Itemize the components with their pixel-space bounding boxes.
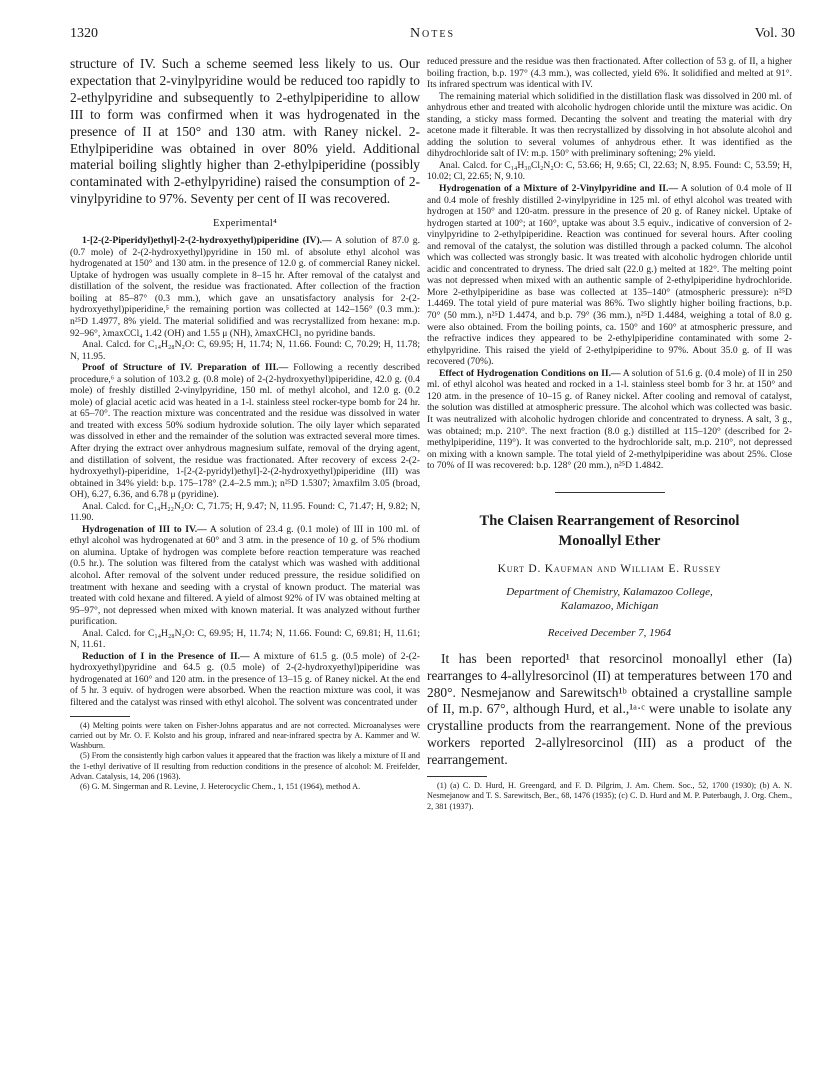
footnote-5: (5) From the consistently high carbon values it appeared that the fraction was likely a mixture of II and the 1-ethyl derivative of II resulting from reduction conditions in the presence of alcohol: M. Freifelder, Advan. Catalysis, 14, 206 (1963).: [70, 751, 420, 782]
right-column: [427, 56, 792, 812]
received-date: Received December 7, 1964: [547, 626, 672, 639]
analysis-iv: Anal. Calcd. for C₁₄H₂₈N₂O: C, 69.95; H, 11.74; N, 11.66. Found: C, 70.29; H, 11.78; N, 11.95.: [70, 339, 420, 362]
left-column: [70, 56, 420, 793]
analysis-iii: Anal. Calcd. for C₁₄H₂₂N₂O: C, 71.75; H, 9.47; N, 11.95. Found: C, 71.47; H, 9.82; N, 11.90.: [70, 500, 420, 524]
article-footnote-divider: [427, 776, 487, 777]
procedure-iii-title: Proof of Structure of IV. Preparation of III.—: [82, 362, 289, 374]
running-title: Notes: [409, 26, 456, 41]
footnote-6: (6) G. M. Singerman and R. Levine, J. Heterocyclic Chem., 1, 151 (1964), method A.: [80, 782, 361, 792]
procedure-reduction-i-body: A mixture of 61.5 g. (0.5 mole) of 2-(2-hydroxyethyl)pyridine and 64.5 g. (0.5 mole) of 2-(2-hydroxyethyl)piperidine was hydrogenated at 160° and 120 atm. in the presence of 13–15 g. of Raney nickel. At the end of 5 hr. 3 equiv. of hydrogen were absorbed. When the reaction mixture was cool, it was filtered and the catalyst was rinsed with ethyl alcohol. The solvent was concentrated under: [70, 650, 420, 709]
procedure-iv-title: 1-[2-(2-Piperidyl)ethyl]-2-(2-hydroxyethyl)piperidine (IV).—: [82, 235, 332, 247]
analysis-hydrogenation-iii: Anal. Calcd. for C₁₄H₂₈N₂O: C, 69.95; H, 11.74; N, 11.66. Found: C, 69.81; H, 11.61; N, 11.61.: [70, 627, 420, 651]
page-number: 1320: [70, 26, 98, 41]
footnote-1: (1) (a) C. D. Hurd, H. Greengard, and F. D. Pilgrim, J. Am. Chem. Soc., 52, 1700 (1930); (b) A. N. Nesmejanow and T. S. Sarewitsch, Ber., 68, 1476 (1935); (c) C. D. Hurd and M. P. Puterbaugh, J. Org. Chem., 2, 381 (1937).: [427, 781, 792, 811]
procedure-reduction-i: [70, 651, 420, 709]
article-title: The Claisen Rearrangement of Resorcinol Monoallyl Ether: [479, 512, 740, 549]
article-separator: [555, 492, 665, 493]
procedure-iv-body: A solution of 87.0 g. (0.7 mole) of 2-(2-hydroxyethyl)pyridine in 150 ml. of absolute ethyl alcohol was hydrogenated at 150° and 130 atm. in the presence of 12.0 g. of commercial Raney nickel. Uptake of hydrogen was usually complete in 8–15 hr. After removal of the catalyst and distillation of the solvent, the residue was fractionated. After collection of the fraction boiling at 85–87° (0.3 mm.), which gave an unsatisfactory analysis for 2-(2-hydroxyethyl)piperidine,⁵ the remaining portion was collected at 142–156° (0.3 mm.): n²⁵D 1.4977, 8% yield. The material solidified and was recrystallized from hexane: m.p. 92–96°, λmaxCCl₄ 1.42 (OH) and 1.55 μ (NH), λmaxCHCl₃ no pyridine bands.: [70, 235, 421, 339]
procedure-iii: [70, 362, 420, 501]
procedure-conditions-body: A solution of 51.6 g. (0.4 mole) of II in 250 ml. of ethyl alcohol was heated and rocked in a 1-l. stainless steel bomb for 3 hr. at 150° and 120 atm. in the presence of 10–15 g. of Raney nickel. After cooling and removal of catalyst, the solution was distilled at atmospheric pressure. The alcohol which was collected was basic. It was neutralized with alcoholic hydrogen chloride and concentrated to dryness. A salt, 3 g., was obtained; m.p. 210°. The next fraction (8.0 g.) distilled at 115–120° (described for 2-methylpiperidine, 119°). It was converted to the hydrochloride salt, m.p. 210°, not depressed on mixing with a known sample. The total yield of 2-methylpiperidine was about 25%. Close to 70% of II was recovered: b.p. 128° (20 mm.), n²⁵D 1.4842.: [427, 367, 792, 472]
affiliation-line-2: Kalamazoo, Michigan: [560, 599, 659, 612]
procedure-conditions-title: Effect of Hydrogenation Conditions on II.—: [439, 367, 621, 379]
footnote-divider: [70, 716, 130, 717]
procedure-vinylpyridine-title: Hydrogenation of a Mixture of 2-Vinylpyridine and II.—: [439, 183, 679, 195]
article-body: It has been reported¹ that resorcinol monoallyl ether (Ia) rearranges to 4-allylresorcinol (II) at temperatures between 170 and 280°. Nesmejanow and Sarewitsch¹ᵇ obtained a crystalline sample of II, m.p. 67°, although Hurd, et al.,¹ᵃ·ᶜ were unable to isolate any crystalline products from the rearrangement. None of the previous workers reported 2-allylresorcinol (III) as a product of the rearrangement.: [427, 650, 792, 768]
procedure-hydrogenation-iii: [70, 524, 420, 628]
analysis-dihydrochloride: Anal. Calcd. for C₁₄H₃₀Cl₂N₂O: C, 53.66; H, 9.65; Cl, 22.63; N, 8.95. Found: C, 53.59; H, 10.02; Cl, 22.65; N, 9.10.: [427, 159, 792, 183]
procedure-hydrogenation-iii-body: A solution of 23.4 g. (0.1 mole) of III in 100 ml. of ethyl alcohol was hydrogenated at 60° and 3 atm. in the presence of 10 g. of 5% rhodium on alumina. Uptake of hydrogen was complete before reaction temperature was reached (0.5 hr.). The solution was filtered from the catalyst which was washed with additional alcohol. After removal of the solvent under reduced pressure, the residue solidified on treatment with hexane and seeding with a crystal of known product. The material was treated with cold hexane and filtered. A yield of almost 92% of IV was obtained melting at 95–97°, not depressed when mixed with known material. It was analyzed without further purification.: [70, 523, 420, 628]
affiliation-line-1: Department of Chemistry, Kalamazoo College,: [506, 585, 713, 598]
procedure-vinylpyridine-body: A solution of 0.4 mole of II and 0.4 mole of freshly distilled 2-vinylpyridine in 125 ml. of ethyl alcohol was treated with hydrogen at 150° and 120-atm. pressure in the presence of 20 g. of Raney nickel. Uptake of hydrogen started at 100°; at 160°, uptake was about 3.5 equiv., indicative of conversion of 2-vinylpyridine to 2-ethylpiperidine. Reaction was continued for several hours. After cooling and removal of the catalyst, the solution was distilled through a packed column. The alcohol which was collected was strongly basic. It was treated with alcoholic hydrogen chloride until acidic and concentrated to dryness. The dried salt (22.0 g.) melted at 182°. The melting point was not depressed when mixed with an authentic sample of 2-ethylpiperidine hydrochloride. More 2-ethylpiperidine as base was collected at 135–140° (atmospheric pressure): n²⁵D 1.4469. The total yield of pure material was 86%. Two slightly higher boiling fractions, b.p. 70° (50 mm.), n²⁵D 1.4474, and b.p. 79° (36 mm.), n²⁵D 1.4484, weighing a total of 8.0 g. were also obtained. From the boiling points, ca. 150° and 160° at atmospheric pressure, and the refractive indices they appeared to be 2-ethylpiperidine contaminated with some 2-ethylpyridine. This raised the yield of 2-ethylpiperidine to 97%. About 35.0 g. of II was recovered (70%).: [427, 183, 792, 368]
continued-paragraph: reduced pressure and the residue was then fractionated. After collection of 53 g. of II, a higher boiling fraction, b.p. 197° (4.3 mm.), was collected, yield 6%. It solidified and melted at 91°. Its infrared spectrum was identical with IV.: [427, 56, 792, 91]
volume-label: Vol. 30: [754, 26, 795, 41]
article-authors: Kurt D. Kaufman and William E. Russey: [497, 562, 722, 575]
procedure-vinylpyridine: [427, 183, 792, 368]
page-header: [70, 26, 795, 46]
procedure-iv: [70, 235, 420, 339]
procedure-hydrogenation-iii-title: Hydrogenation of III to IV.—: [82, 523, 207, 535]
footnote-4: (4) Melting points were taken on Fisher-Johns apparatus and are not corrected. Microanalyses were carried out by Mr. O. F. Kolsto and his group, infrared and near-infrared spectra by A. Kammer and W. Washburn.: [70, 720, 420, 751]
procedure-iii-body: Following a recently described procedure,⁶ a solution of 103.2 g. (0.8 mole) of 2-(2-hydroxyethyl)piperidine, 42.0 g. (0.4 mole) of freshly distilled 2-vinylpyridine, 150 ml. of methyl alcohol, and 12.0 g. (0.2 mole) of glacial acetic acid was heated in a 1-l. stainless steel rocker-type bomb for 24 hr. at 65–70°. The reaction mixture was concentrated and the residue was dissolved in water and treated with excess 50% sodium hydroxide solution. The oily layer which separated was dissolved in ether and the remainder of the solution was extracted several more times. After drying the extract over anhydrous magnesium sulfate, removal of the drying agent, and distillation of solvent, the residue was fractionated. After recovery of excess 2-(2-hydroxyethyl)-piperidine, 1-[2-(2-pyridyl)ethyl]-2-(2-hydroxyethyl)piperidine (III) was obtained in 34% yield: b.p. 175–178° (2.4–2.5 mm.); n²⁵D 1.5307; λmaxfilm 3.05 (broad, OH), 6.27, 6.36, and 6.78 μ (pyridine).: [70, 362, 420, 501]
procedure-reduction-i-title: Reduction of I in the Presence of II.—: [82, 650, 250, 662]
experimental-heading: Experimental⁴: [212, 218, 278, 230]
intro-paragraph: structure of IV. Such a scheme seemed less likely to us. Our expectation that 2-vinylpyridine would be reduced too rapidly to 2-ethylpyridine and subsequently to 2-ethylpiperidine to allow III to form was confirmed when it was hydrogenated in the presence of II at 150° and 130 atm. with Raney nickel. 2-Ethylpiperidine was obtained in over 80% yield. Additional material boiling slightly higher than 2-ethylpiperidine (possibly contaminated with 2-ethylpyridine) raised the consumption of 2-vinylpyridine to 97%. Seventy per cent of II was recovered.: [70, 56, 420, 207]
procedure-conditions: [427, 368, 792, 472]
dihydrochloride-paragraph: The remaining material which solidified in the distillation flask was dissolved in 200 ml. of anhydrous ether and treated with alcoholic hydrogen chloride until the mixture was acidic. On standing, a sticky mass formed. Decanting the solvent and treating the material with dry acetone made it filterable. It was then recrystallized by dissolving in hot absolute alcohol and adding the solution to several volumes of anhydrous ether. It was identified as the dihydrochloride salt of IV: m.p. 150° with preliminary softening; 2% yield.: [427, 90, 792, 160]
